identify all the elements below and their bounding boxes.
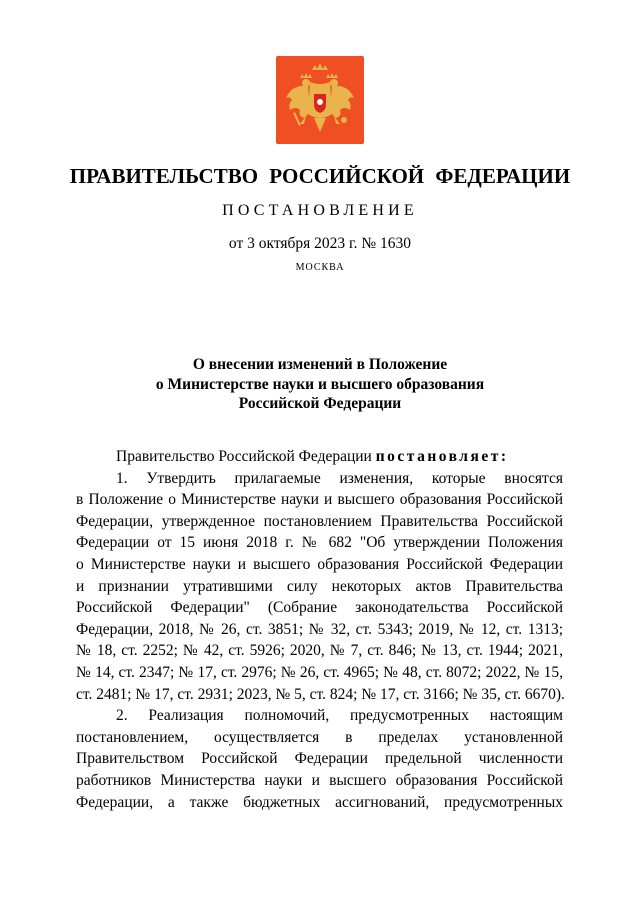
subject-line: Российской Федерации: [238, 395, 402, 412]
body-line: о Министерстве науки и высшего образования Российской Федерации: [76, 555, 563, 573]
body-line: 1. Утвердить прилагаемые изменения, которые вносятся: [116, 469, 563, 487]
body-line: работников Министерства науки и высшего образования Российской: [76, 771, 563, 789]
document-type: ПОСТАНОВЛЕНИЕ: [222, 202, 418, 219]
body-line: Федерации от 15 июня 2018 г. № 682 "Об утверждении Положения: [76, 534, 563, 552]
body-line: Федерации, 2018, № 26, ст. 3851; № 32, ст. 5343; 2019, № 12, ст. 1313;: [76, 620, 563, 638]
body-line: 2. Реализация полномочий, предусмотренных настоящим: [116, 707, 563, 725]
body-line: Российской Федерации" (Собрание законодательства Российской: [76, 599, 563, 617]
subject-line: о Министерстве науки и высшего образования: [155, 375, 485, 393]
body-line: в Положение о Министерстве науки и высшего образования Российской: [76, 491, 563, 509]
document-subject: [0, 355, 640, 414]
intro-text: Правительство Российской Федерации: [116, 448, 372, 465]
body-line: Правительством Российской Федерации предельной численности: [76, 750, 563, 768]
subject-line: О внесении изменений в Положение: [192, 356, 448, 373]
body-line: Федерации, а также бюджетных ассигнований, предусмотренных: [76, 793, 563, 811]
intro-line: [76, 446, 563, 468]
resolves-word: постановляет:: [375, 448, 509, 465]
coat-of-arms-icon: [276, 56, 364, 144]
body-line: Федерации, утвержденное постановлением Правительства Российской: [76, 512, 563, 530]
body-line: ст. 2481; № 17, ст. 2931; 2023, № 5, ст. 824; № 17, ст. 3166; № 35, ст. 6670).: [76, 685, 565, 703]
government-title: ПРАВИТЕЛЬСТВО РОССИЙСКОЙ ФЕДЕРАЦИИ: [69, 164, 571, 188]
document-body: [76, 446, 563, 813]
document-city: МОСКВА: [295, 262, 345, 273]
body-line: № 18, ст. 2252; № 42, ст. 5926; 2020, № 7, ст. 846; № 13, ст. 1944; 2021,: [76, 642, 563, 660]
document-date-number: от 3 октября 2023 г. № 1630: [228, 235, 412, 252]
body-line: постановлением, осуществляется в пределах установленной: [76, 728, 563, 746]
body-line: и признании утратившими силу некоторых актов Правительства: [76, 577, 563, 595]
body-line: № 14, ст. 2347; № 17, ст. 2976; № 26, ст. 4965; № 48, ст. 8072; 2022, № 15,: [76, 663, 563, 681]
